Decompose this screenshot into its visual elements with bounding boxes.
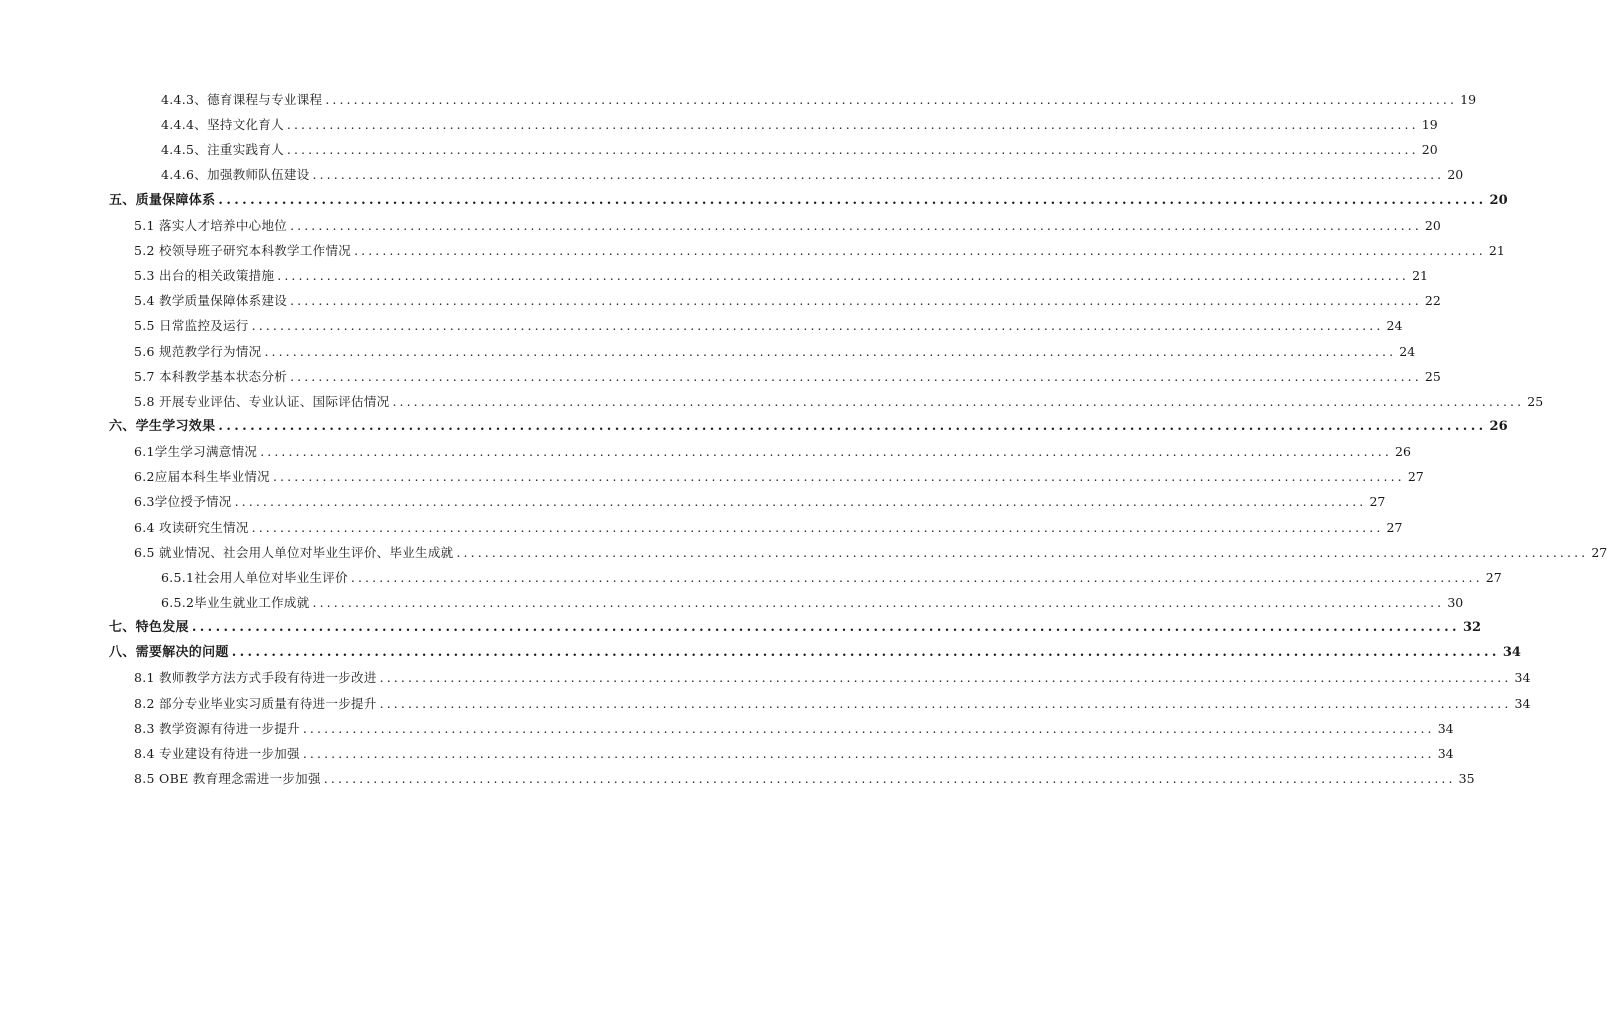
toc-entry-title: 5.5 日常监控及运行 (134, 318, 249, 333)
toc-entry-title: 六、学生学习效果 (109, 419, 216, 434)
toc-leader-dots: ................................................................................................................................................................ (302, 721, 1435, 736)
toc-entry-title: 6.5.2毕业生就业工作成就 (161, 595, 310, 610)
toc-page-number: 34 (1514, 670, 1531, 685)
toc-page-number: 27 (1591, 545, 1607, 560)
toc-entry-title: 4.4.6、加强教师队伍建设 (161, 167, 310, 182)
toc-entry-title: 5.7 本科教学基本状态分析 (134, 369, 288, 384)
toc-entry-title: 七、特色发展 (109, 620, 189, 635)
toc-subsection-entry[interactable] (161, 592, 1464, 614)
toc-page-number: 34 (1437, 721, 1454, 736)
toc-subsection-entry[interactable] (161, 114, 1438, 136)
toc-leader-dots: ................................................................................................................................................................ (251, 318, 1384, 333)
toc-page-number: 19 (1421, 117, 1438, 132)
toc-entry-title: 6.3学位授予情况 (134, 494, 232, 509)
toc-section-entry[interactable] (134, 491, 1386, 513)
toc-entry-title: 五、质量保障体系 (109, 193, 216, 208)
toc-page-number: 27 (1407, 469, 1424, 484)
toc-leader-dots: ................................................................................................................................................................ (218, 419, 1487, 434)
toc-section-entry[interactable] (134, 743, 1454, 765)
toc-section-entry[interactable] (134, 693, 1531, 715)
toc-leader-dots: ................................................................................................................................................................ (260, 444, 1392, 459)
toc-section-entry[interactable] (134, 718, 1454, 740)
toc-page-number: 34 (1514, 696, 1531, 711)
toc-subsection-entry[interactable] (161, 139, 1438, 161)
toc-page-number: 20 (1489, 193, 1508, 208)
toc-leader-dots: ................................................................................................................................................................ (379, 696, 1512, 711)
toc-leader-dots: ................................................................................................................................................................ (312, 167, 1445, 182)
toc-leader-dots: ................................................................................................................................................................ (286, 117, 1419, 132)
toc-leader-dots: ................................................................................................................................................................ (350, 570, 1483, 585)
toc-entry-title: 4.4.3、德育课程与专业课程 (161, 92, 323, 107)
toc-leader-dots: ................................................................................................................................................................ (277, 268, 1410, 283)
toc-page-number: 19 (1460, 92, 1477, 107)
toc-subsection-entry[interactable] (161, 89, 1477, 111)
toc-entry-title: 4.4.4、坚持文化育人 (161, 117, 284, 132)
toc-leader-dots: ................................................................................................................................................................ (290, 293, 1422, 308)
toc-entry-title: 8.5 OBE 教育理念需进一步加强 (134, 771, 321, 786)
toc-leader-dots: ................................................................................................................................................................ (325, 92, 1458, 107)
toc-leader-dots: ................................................................................................................................................................ (354, 243, 1486, 258)
toc-page-number: 20 (1447, 167, 1464, 182)
toc-chapter-entry[interactable] (109, 642, 1521, 664)
toc-page-number: 22 (1424, 293, 1441, 308)
toc-chapter-entry[interactable] (109, 190, 1508, 212)
toc-page-number: 20 (1424, 218, 1441, 233)
toc-page-number: 25 (1424, 369, 1441, 384)
toc-page-number: 34 (1502, 645, 1521, 660)
toc-leader-dots: ................................................................................................................................................................ (264, 344, 1397, 359)
toc-subsection-entry[interactable] (161, 567, 1502, 589)
toc-section-entry[interactable] (134, 290, 1441, 312)
toc-section-entry[interactable] (134, 315, 1403, 337)
toc-entry-title: 5.4 教学质量保障体系建设 (134, 293, 288, 308)
toc-section-entry[interactable] (134, 542, 1607, 564)
toc-leader-dots: ................................................................................................................................................................ (234, 494, 1367, 509)
toc-page-number: 21 (1488, 243, 1505, 258)
toc-section-entry[interactable] (134, 240, 1505, 262)
toc-entry-title: 5.1 落实人才培养中心地位 (134, 218, 288, 233)
toc-entry-title: 5.3 出台的相关政策措施 (134, 268, 275, 283)
toc-section-entry[interactable] (134, 391, 1544, 413)
toc-leader-dots: ................................................................................................................................................................ (272, 469, 1405, 484)
toc-page-number: 25 (1527, 394, 1544, 409)
toc-section-entry[interactable] (134, 265, 1429, 287)
toc-page-number: 21 (1412, 268, 1429, 283)
toc-page-number: 24 (1399, 344, 1416, 359)
toc-entry-title: 8.4 专业建设有待进一步加强 (134, 746, 300, 761)
toc-page-number: 27 (1386, 520, 1403, 535)
toc-leader-dots: ................................................................................................................................................................ (379, 670, 1512, 685)
toc-leader-dots: ................................................................................................................................................................ (218, 193, 1487, 208)
toc-leader-dots: ................................................................................................................................................................ (323, 771, 1456, 786)
toc-page-number: 30 (1447, 595, 1464, 610)
toc-leader-dots: ................................................................................................................................................................ (456, 545, 1589, 560)
toc-entry-title: 8.3 教学资源有待进一步提升 (134, 721, 300, 736)
toc-section-entry[interactable] (134, 341, 1416, 363)
toc-entry-title: 5.6 规范教学行为情况 (134, 344, 262, 359)
toc-section-entry[interactable] (134, 215, 1441, 237)
toc-page-number: 24 (1386, 318, 1403, 333)
toc-entry-title: 8.1 教师教学方法方式手段有待进一步改进 (134, 670, 377, 685)
toc-leader-dots: ................................................................................................................................................................ (290, 218, 1422, 233)
toc-chapter-entry[interactable] (109, 617, 1482, 639)
toc-leader-dots: ................................................................................................................................................................ (286, 142, 1419, 157)
toc-leader-dots: ................................................................................................................................................................ (231, 645, 1500, 660)
toc-page-number: 35 (1458, 771, 1475, 786)
toc-section-entry[interactable] (134, 466, 1424, 488)
toc-leader-dots: ................................................................................................................................................................ (392, 394, 1525, 409)
toc-entry-title: 6.1学生学习满意情况 (134, 444, 258, 459)
toc-subsection-entry[interactable] (161, 164, 1464, 186)
toc-leader-dots: ................................................................................................................................................................ (251, 520, 1384, 535)
toc-section-entry[interactable] (134, 517, 1403, 539)
toc-page-number: 27 (1485, 570, 1502, 585)
toc-page-number: 32 (1462, 620, 1482, 635)
toc-page-number: 27 (1369, 494, 1386, 509)
toc-entry-title: 4.4.5、注重实践育人 (161, 142, 284, 157)
toc-entry-title: 八、需要解决的问题 (109, 645, 229, 660)
toc-entry-title: 5.2 校领导班子研究本科教学工作情况 (134, 243, 352, 258)
toc-entry-title: 5.8 开展专业评估、专业认证、国际评估情况 (134, 394, 390, 409)
toc-section-entry[interactable] (134, 366, 1441, 388)
toc-section-entry[interactable] (134, 441, 1411, 463)
toc-leader-dots: ................................................................................................................................................................ (302, 746, 1435, 761)
toc-leader-dots: ................................................................................................................................................................ (312, 595, 1445, 610)
toc-entry-title: 6.4 攻读研究生情况 (134, 520, 249, 535)
toc-entry-title: 6.5 就业情况、社会用人单位对毕业生评价、毕业生成就 (134, 545, 454, 560)
toc-page-number: 26 (1395, 444, 1411, 459)
toc-entry-title: 6.2应届本科生毕业情况 (134, 469, 270, 484)
toc-section-entry[interactable] (134, 667, 1531, 689)
toc-page-number: 20 (1421, 142, 1438, 157)
toc-page-number: 34 (1437, 746, 1454, 761)
toc-entry-title: 8.2 部分专业毕业实习质量有待进一步提升 (134, 696, 377, 711)
toc-leader-dots: ................................................................................................................................................................ (191, 620, 1460, 635)
toc-page-number: 26 (1489, 419, 1508, 434)
toc-chapter-entry[interactable] (109, 416, 1508, 438)
toc-entry-title: 6.5.1社会用人单位对毕业生评价 (161, 570, 348, 585)
toc-leader-dots: ................................................................................................................................................................ (290, 369, 1422, 384)
toc-section-entry[interactable] (134, 768, 1475, 790)
